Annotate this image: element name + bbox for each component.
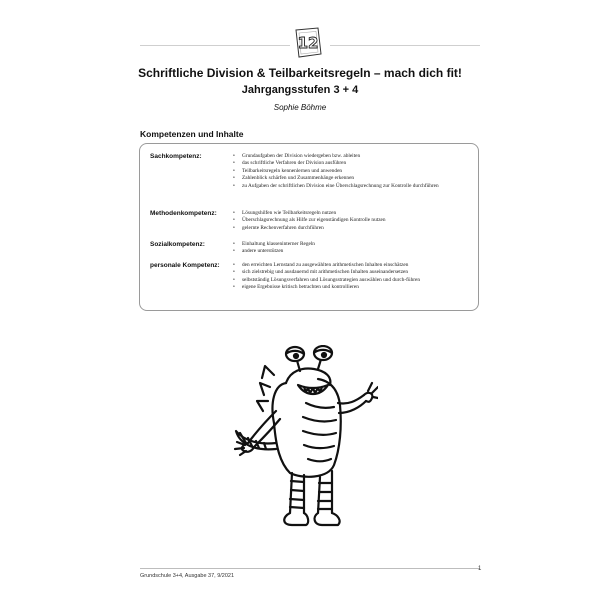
page-number: 1 <box>478 566 482 572</box>
competency-row-personal <box>150 262 475 292</box>
monster-illustration <box>218 345 378 535</box>
list-item: • Lösungshilfen wie Teilbarkeitsregeln nutzen <box>233 210 475 217</box>
header-rule-right <box>330 45 480 46</box>
competency-label: Sozialkompetenz: <box>150 241 205 248</box>
competency-row-methoden <box>150 210 475 232</box>
list-item: • andere unterstützen <box>233 248 475 255</box>
competency-label: personale Kompetenz: <box>150 262 220 269</box>
page-title: Schriftliche Division & Teilbarkeitsregeln – mach dich fit! <box>138 66 462 80</box>
competency-label: Methodenkompetenz: <box>150 210 217 217</box>
grade-level: Jahrgangsstufen 3 + 4 <box>241 84 359 96</box>
header-rule-left <box>140 45 290 46</box>
numbers-logo-icon <box>290 26 326 60</box>
list-item: • den erreichten Lernstand zu ausgewählten arithmetischen Inhalten einschätzen <box>233 262 475 269</box>
competency-list <box>233 262 475 292</box>
list-item: • das schriftliche Verfahren der Division ausführen <box>233 160 475 167</box>
competency-list <box>233 210 475 232</box>
competency-row-sozial <box>150 241 475 256</box>
list-item: • Teilbarkeitsregeln kennenlernen und anwenden <box>233 168 475 175</box>
logo-text: 12 <box>297 34 319 52</box>
list-item: • Zahlenblick schärfen und Zusammenhänge erkennen <box>233 175 475 182</box>
list-item: • sich zielstrebig und ausdauernd mit arithmetischen Inhalten auseinandersetzen <box>233 269 475 276</box>
footer-rule <box>140 568 480 569</box>
competency-list <box>233 153 475 190</box>
list-item: • selbstständig Lösungsverfahren und Lösungsstrategien auswählen und durch-führen <box>233 277 475 284</box>
author: Sophie Böhme <box>273 103 327 112</box>
footer-publication: Grundschule 3+4, Ausgabe 37, 9/2021 <box>140 573 235 579</box>
competency-list <box>233 241 475 256</box>
competency-row-sach <box>150 153 475 190</box>
competency-label: Sachkompetenz: <box>150 153 202 160</box>
section-heading: Kompetenzen und Inhalte <box>140 129 244 139</box>
list-item: • gelernte Rechenverfahren durchführen <box>233 225 475 232</box>
competencies-box <box>139 143 479 311</box>
list-item: • eigene Ergebnisse kritisch betrachten und kontrollieren <box>233 284 475 291</box>
list-item: • zu Aufgaben der schriftlichen Division eine Überschlagsrechnung zur Kontrolle durchführen <box>233 183 475 190</box>
list-item: • Grundaufgaben der Division wiedergeben bzw. ableiten <box>233 153 475 160</box>
list-item: • Einhaltung klasseninterner Regeln <box>233 241 475 248</box>
list-item: • Überschlagsrechnung als Hilfe zur eigenständigen Kontrolle nutzen <box>233 217 475 224</box>
